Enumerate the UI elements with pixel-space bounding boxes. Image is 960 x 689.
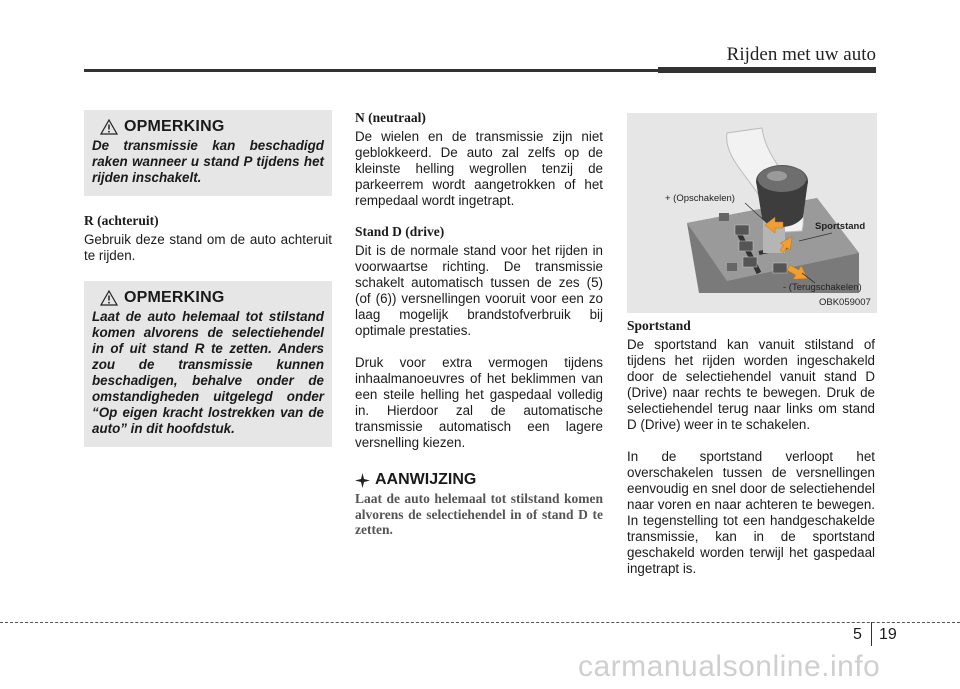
figure-code: OBK059007 [819, 297, 871, 308]
note-title: OPMERKING [124, 118, 225, 135]
footer-rule [0, 622, 960, 623]
section-text-r: Gebruik deze stand om de auto achteruit te rijden. [84, 232, 332, 263]
section-text-n: De wielen en de transmissie zijn niet geblokkeerd. De auto zal zelfs op de kleinste helling wegrollen tenzij de parkeerrem wordt aangetrokken of het rempedaal wordt ingetrapt. [355, 129, 603, 208]
section-heading-d: Stand D (drive) [355, 224, 445, 239]
right-column [627, 113, 875, 577]
warning-triangle-icon [100, 290, 118, 306]
note-text: De transmissie kan beschadigd raken wanneer u stand P tijdens het rijden inschakelt. [92, 138, 324, 185]
warning-triangle-icon [100, 119, 118, 135]
section-text-sport-1: De sportstand kan vanuit stilstand of tijdens het rijden worden ingeschakeld door de selectiehendel vanuit stand D (Drive) naar rechts te bewegen. Druk de selectiehendel terug naar links om stand D (Drive) weer in te schakelen. [627, 337, 875, 432]
middle-column [355, 110, 603, 538]
header-title: Rijden met uw auto [726, 44, 876, 65]
note-title: OPMERKING [124, 289, 225, 306]
chapter-number: 5 [853, 626, 862, 643]
hint-text: Laat de auto helemaal tot stilstand komen alvorens de selectiehendel in of stand D te zetten. [355, 491, 603, 537]
hint-title: AANWIJZING [375, 471, 477, 488]
header-rule-accent [658, 67, 876, 73]
section-heading-n: N (neutraal) [355, 110, 426, 125]
section-text-sport-2: In de sportstand verloopt het overschakelen tussen de versnellingen eenvoudig en snel door de selectiehendel naar voren en naar achteren te bewegen. In tegenstelling tot een handgeschakelde transmissie, kan in de sportstand geschakeld worden terwijl het gaspedaal ingetrapt is. [627, 449, 875, 576]
page-number-divider [871, 622, 872, 646]
figure-label-sport: Sportstand [815, 221, 866, 232]
figure-label-upshift: + (Opschakelen) [665, 193, 735, 204]
section-heading-sport: Sportstand [627, 318, 691, 333]
gear-shifter-figure [627, 113, 877, 313]
figure-label-downshift: - (Terugschakelen) [783, 282, 862, 293]
four-point-star-icon [355, 473, 370, 488]
left-column [84, 110, 332, 447]
watermark: carmanualsonline.info [578, 650, 881, 683]
note-text: Laat de auto helemaal tot stilstand komen alvorens de selectiehendel in of uit stand R te zetten. Anders zou de transmissie kunnen beschadigen, behalve onder de omstandigheden uitgelegd onder “Op eigen kracht lostrekken van de auto” in dit hoofdstuk. [92, 309, 324, 436]
note-box-1 [84, 110, 332, 196]
page-number: 19 [879, 626, 897, 643]
note-box-2 [84, 281, 332, 447]
section-text-d-1: Dit is de normale stand voor het rijden in voorwaartse richting. De transmissie schakelt automatisch tussen de zes (5) (of (6)) versnellingen vooruit voor een zo laag mogelijk brandstofverbruik bij optimale prestaties. [355, 243, 603, 338]
section-heading-r: R (achteruit) [84, 213, 159, 228]
section-text-d-2: Druk voor extra vermogen tijdens inhaalmanoeuvres of het beklimmen van een steile helling het gaspedaal volledig in. Hierdoor zal de automatische transmissie automatisch een lagere versnelling kiezen. [355, 355, 603, 450]
